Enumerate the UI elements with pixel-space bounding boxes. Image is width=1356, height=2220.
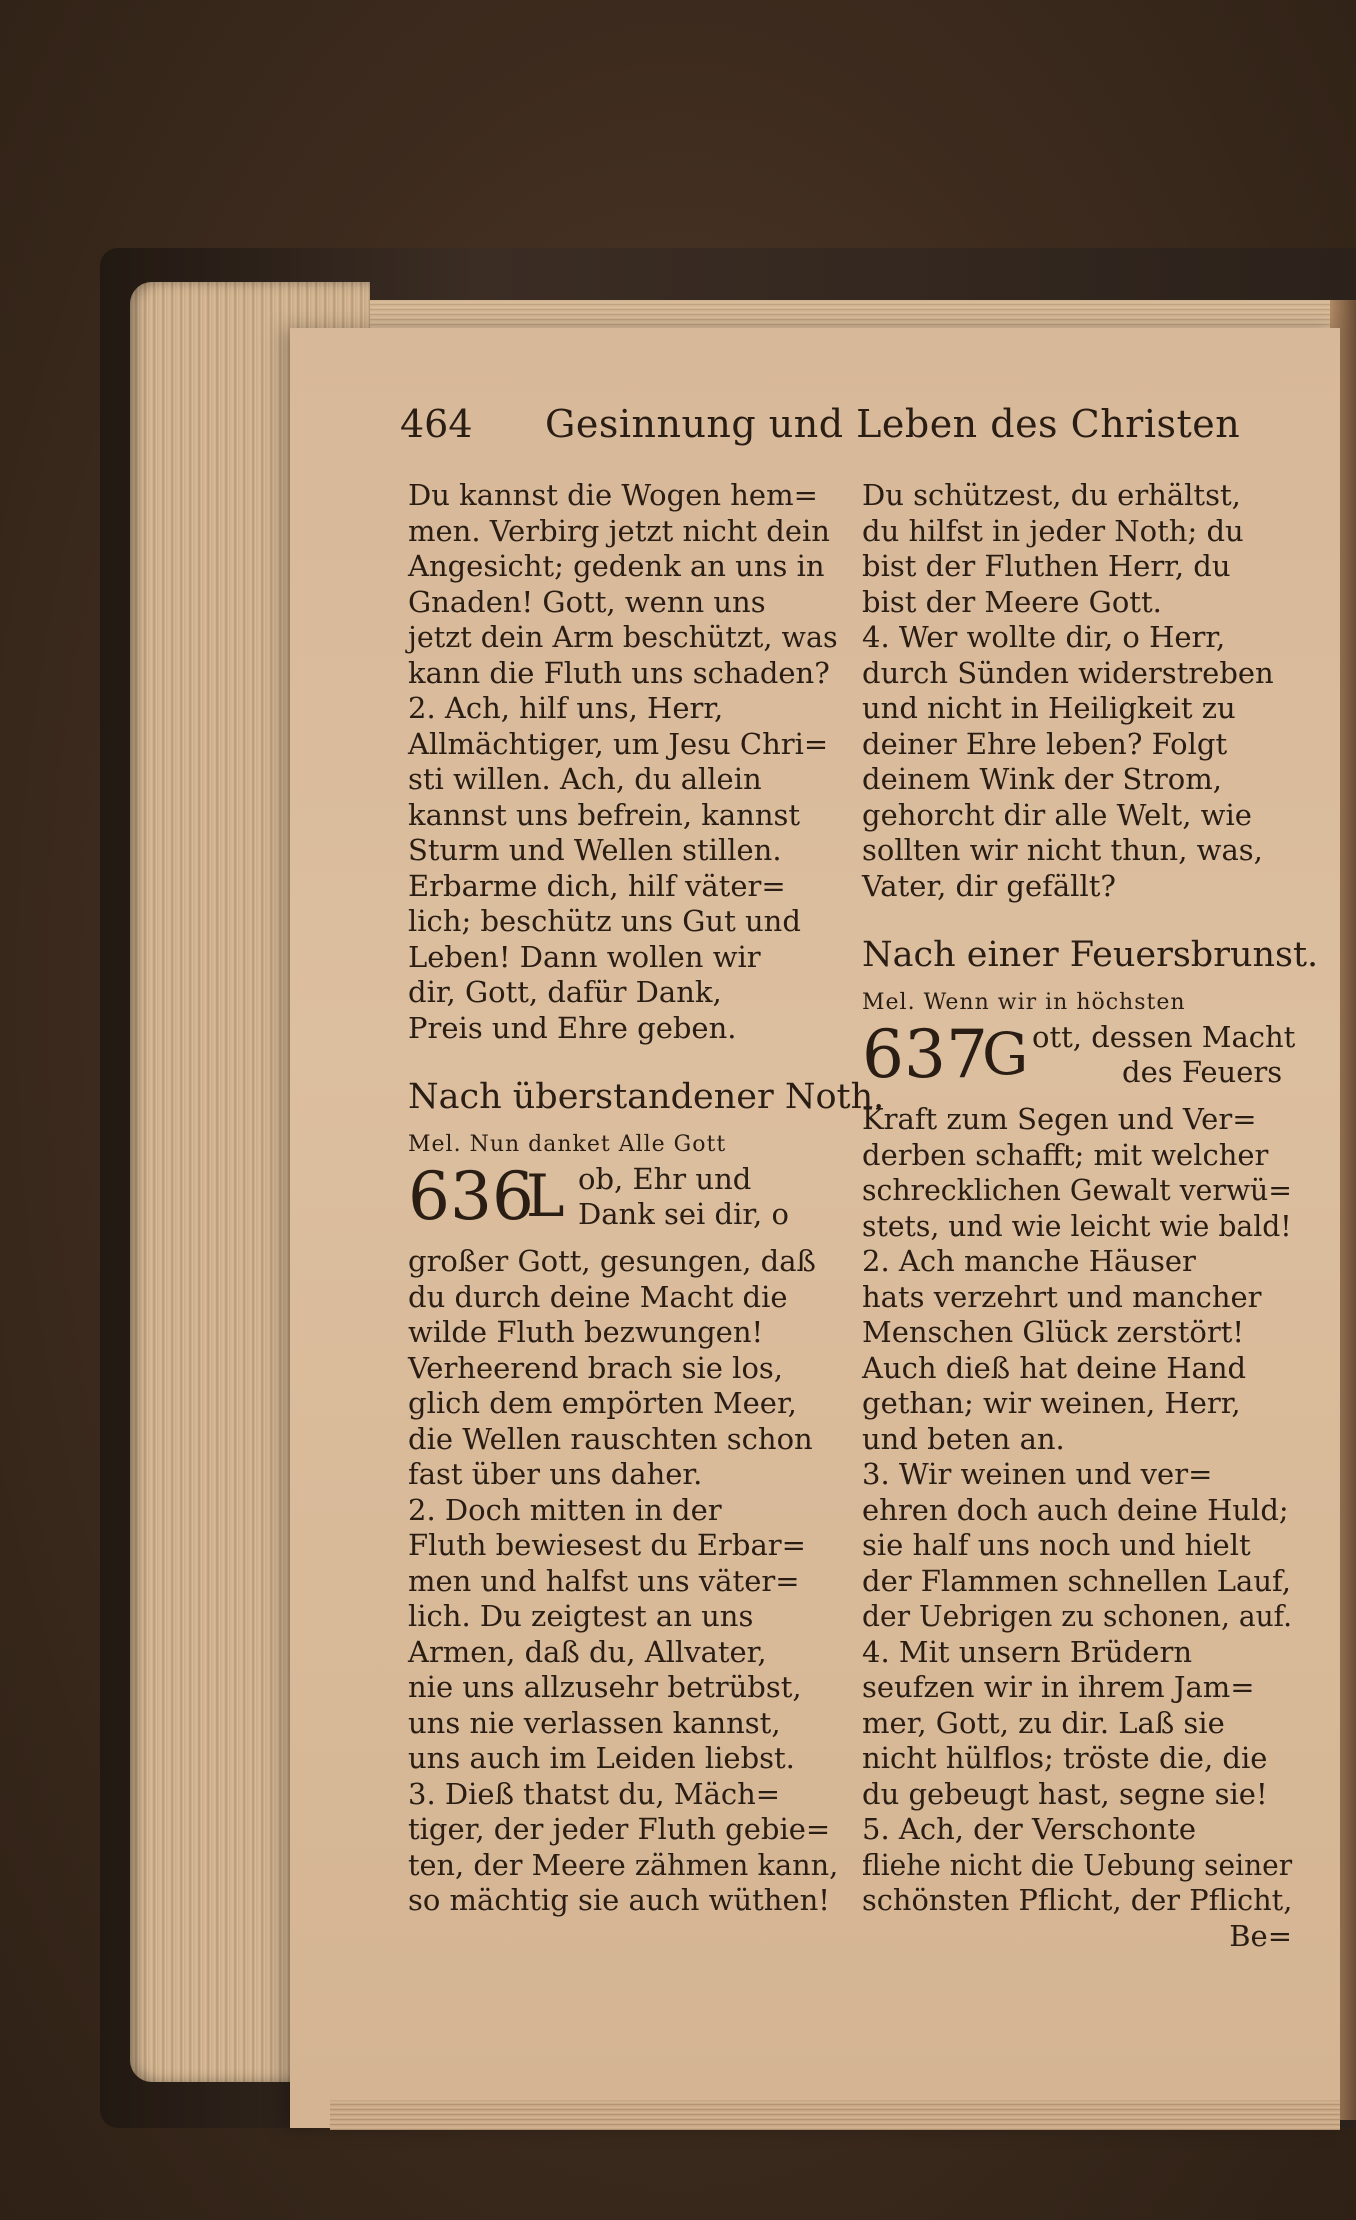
hymn-number: 637 (862, 1016, 988, 1093)
hymn-start (408, 1158, 838, 1244)
text-line: deinem Wink der Strom, (862, 762, 1222, 796)
text-line: und beten an. (862, 1421, 1065, 1456)
text-line: sollten wir nicht thun, was, (862, 833, 1263, 867)
text-line: durch Sünden widerstreben (862, 655, 1274, 690)
text-line: 2. Doch mitten in der (408, 1492, 722, 1527)
text-line: die Wellen rauschten schon (408, 1421, 813, 1456)
text-line: und nicht in Heiligkeit zu (862, 691, 1236, 725)
text-line: seufzen wir in ihrem Jam= (862, 1670, 1255, 1704)
text-line: glich dem empörten Meer, (408, 1386, 797, 1420)
melody-note: Mel. Wenn wir in höchsten (862, 990, 1186, 1015)
text-line: fast über uns daher. (408, 1457, 703, 1491)
page-number: 464 (400, 402, 473, 446)
hymn-start (862, 1016, 1296, 1102)
text-line: Angesicht; gedenk an uns in (408, 549, 825, 583)
right-column (862, 478, 1319, 1954)
text-line: Erbarme dich, hilf väter= (408, 868, 786, 903)
text-line: gehorcht dir alle Welt, wie (862, 797, 1252, 832)
text-line: 3. Wir weinen und ver= (862, 1457, 1213, 1491)
text-line: Vater, dir gefällt? (862, 868, 1116, 903)
catchword: Be= (1229, 1918, 1292, 1953)
text-line: Armen, daß du, Allvater, (408, 1634, 767, 1669)
text-line: lich. Du zeigtest an uns (408, 1599, 754, 1633)
section-heading: Nach überstandener Noth. (408, 1077, 885, 1117)
text-line: kannst uns befrein, kannst (408, 797, 801, 832)
text-line: 3. Dieß thatst du, Mäch= (408, 1776, 781, 1811)
text-line: 2. Ach manche Häuser (862, 1244, 1196, 1278)
page-header (400, 402, 1300, 462)
text-line: Auch dieß hat deine Hand (862, 1350, 1247, 1385)
text-line: 4. Mit unsern Brüdern (862, 1634, 1193, 1669)
text-line: der Flammen schnellen Lauf, (862, 1563, 1291, 1598)
text-line: ehren doch auch deine Huld; (862, 1492, 1289, 1527)
text-line: Sturm und Wellen stillen. (408, 833, 782, 867)
text-line: 5. Ach, der Verschonte (862, 1812, 1197, 1846)
text-line: bist der Fluthen Herr, du (862, 549, 1231, 583)
running-title: Gesinnung und Leben des Christen (545, 402, 1241, 446)
text-line: Allmächtiger, um Jesu Chri= (408, 726, 829, 761)
text-line: nicht hülflos; tröste die, die (862, 1741, 1268, 1775)
hymn-initial: G (982, 1020, 1029, 1088)
text-line: schönsten Pflicht, der Pflicht, (862, 1883, 1293, 1917)
text-line: Leben! Dann wollen wir (408, 939, 761, 974)
text-line: nie uns allzusehr betrübst, (408, 1670, 802, 1704)
hymn-initial: L (526, 1162, 565, 1230)
text-line: so mächtig sie auch wüthen! (408, 1883, 830, 1917)
text-line: 4. Wer wollte dir, o Herr, (862, 620, 1226, 654)
text-line: sti willen. Ach, du allein (408, 762, 762, 796)
text-line: sie half uns noch und hielt (862, 1528, 1251, 1562)
page-edges-bottom (330, 2100, 1340, 2130)
text-line: ten, der Meere zähmen kann, (408, 1847, 839, 1882)
text-line: Fluth bewiesest du Erbar= (408, 1528, 806, 1562)
text-line: men und halfst uns väter= (408, 1563, 800, 1598)
text-line: lich; beschütz uns Gut und (408, 904, 801, 938)
text-line: mer, Gott, zu dir. Laß sie (862, 1705, 1225, 1740)
text-line: uns nie verlassen kannst, (408, 1705, 781, 1740)
text-line: bist der Meere Gott. (862, 584, 1162, 619)
text-line: kann die Fluth uns schaden? (408, 655, 830, 690)
text-line: Du kannst die Wogen hem= (408, 478, 818, 512)
text-line: derben schafft; mit welcher (862, 1137, 1269, 1172)
melody-note: Mel. Nun danket Alle Gott (408, 1132, 727, 1157)
text-line: deiner Ehre leben? Folgt (862, 726, 1228, 761)
text-line: Verheerend brach sie los, (408, 1350, 784, 1385)
text-line: stets, und wie leicht wie bald! (862, 1208, 1292, 1243)
hymn-second-line: Dank sei dir, o (578, 1197, 789, 1231)
text-line: schrecklichen Gewalt verwü= (862, 1173, 1292, 1207)
text-line: Preis und Ehre geben. (408, 1010, 737, 1045)
text-line: gethan; wir weinen, Herr, (862, 1386, 1241, 1420)
text-line: uns auch im Leiden liebst. (408, 1741, 795, 1775)
text-line: tiger, der jeder Fluth gebie= (408, 1812, 831, 1846)
text-line: du gebeugt hast, segne sie! (862, 1776, 1268, 1811)
hymn-first-line: ott, dessen Macht (1032, 1020, 1296, 1054)
text-line: Du schützest, du erhältst, (862, 478, 1241, 512)
text-line: hats verzehrt und mancher (862, 1279, 1262, 1314)
text-line: 2. Ach, hilf uns, Herr, (408, 691, 724, 725)
hymn-number: 636 (408, 1158, 534, 1235)
text-line: du durch deine Macht die (408, 1279, 788, 1314)
text-line: du hilfst in jeder Noth; du (862, 513, 1244, 548)
text-line: jetzt dein Arm beschützt, was (408, 620, 838, 654)
section-heading: Nach einer Feuersbrunst. (862, 935, 1319, 975)
text-line: men. Verbirg jetzt nicht dein (408, 513, 830, 548)
hymn-second-line: des Feuers (1122, 1055, 1283, 1089)
text-line: wilde Fluth bezwungen! (408, 1315, 764, 1349)
text-line: Gnaden! Gott, wenn uns (408, 584, 766, 619)
text-line: großer Gott, gesungen, daß (408, 1244, 816, 1278)
text-line: Kraft zum Segen und Ver= (862, 1102, 1257, 1136)
text-line: der Uebrigen zu schonen, auf. (862, 1599, 1293, 1633)
text-line: Menschen Glück zerstört! (862, 1315, 1245, 1349)
hymn-first-line: ob, Ehr und (578, 1162, 752, 1196)
text-line: fliehe nicht die Uebung seiner (862, 1847, 1293, 1882)
left-column (408, 478, 885, 1919)
text-line: dir, Gott, dafür Dank, (408, 975, 722, 1009)
